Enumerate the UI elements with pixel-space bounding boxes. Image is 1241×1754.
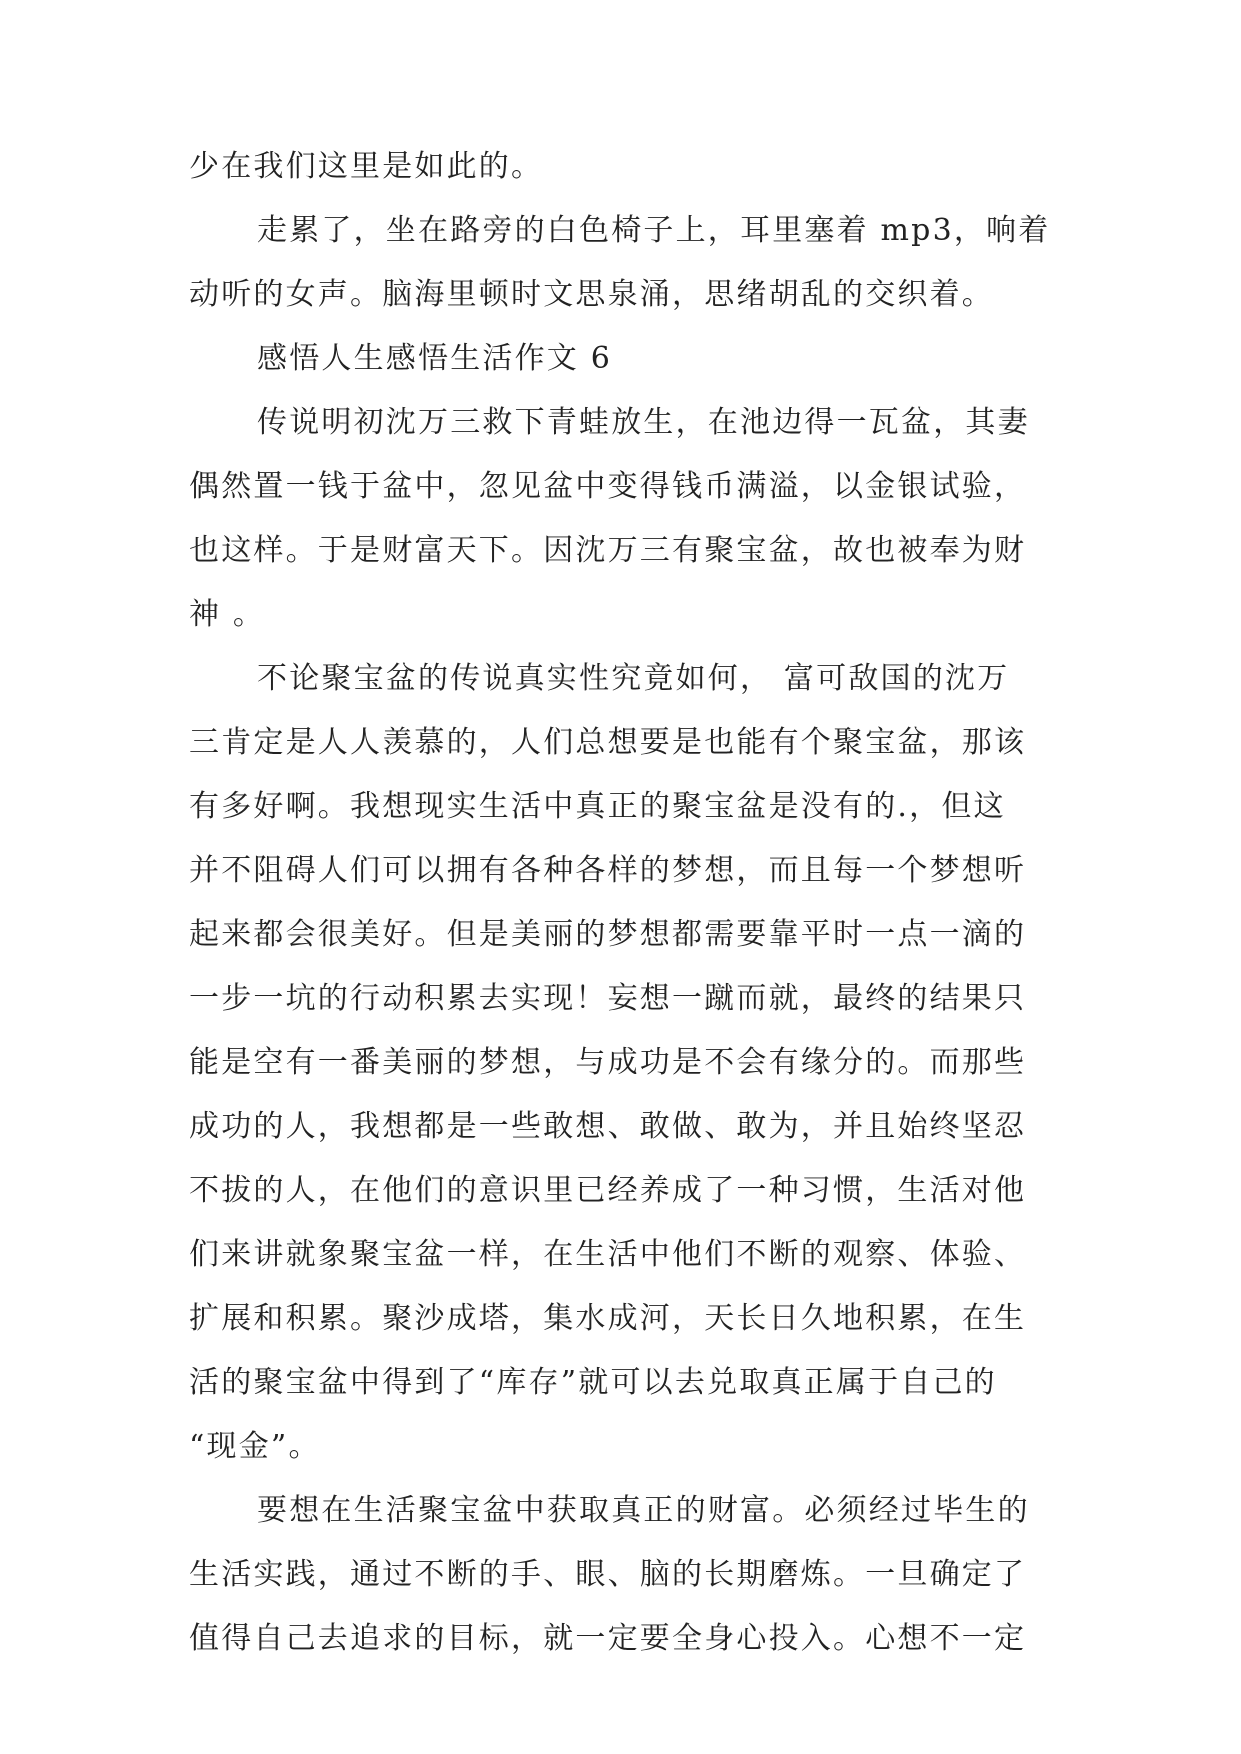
text-line: 不论聚宝盆的传说真实性究竟如何， 富可敌国的沈万 — [257, 661, 1010, 696]
text-line: 值得自己去追求的目标，就一定要全身心投入。心想不一定 — [189, 1621, 1027, 1656]
text-line: 传说明初沈万三救下青蛙放生，在池边得一瓦盆，其妻 — [257, 405, 1030, 440]
text-line: 少在我们这里是如此的。 — [189, 149, 544, 184]
text-line: 活的聚宝盆中得到了“库存”就可以去兑取真正属于自己的 — [189, 1365, 997, 1400]
text-line: 成功的人，我想都是一些敢想、敢做、敢为，并且始终坚忍 — [189, 1109, 1027, 1144]
text-line: “现金”。 — [189, 1429, 321, 1464]
text-line: 要想在生活聚宝盆中获取真正的财富。必须经过毕生的 — [257, 1493, 1030, 1528]
text-line: 们来讲就象聚宝盆一样，在生活中他们不断的观察、体验、 — [189, 1237, 1027, 1272]
text-line: 有多好啊。我想现实生活中真正的聚宝盆是没有的.，但这 — [189, 789, 1006, 824]
text-line: 走累了，坐在路旁的白色椅子上，耳里塞着 mp3，响着 — [257, 213, 1051, 248]
text-line: 不拔的人，在他们的意识里已经养成了一种习惯，生活对他 — [189, 1173, 1027, 1208]
text-line: 生活实践，通过不断的手、眼、脑的长期磨炼。一旦确定了 — [189, 1557, 1027, 1592]
document-body — [189, 135, 1069, 1671]
text-line: 扩展和积累。聚沙成塔，集水成河，天长日久地积累，在生 — [189, 1301, 1027, 1336]
text-line: 起来都会很美好。但是美丽的梦想都需要靠平时一点一滴的 — [189, 917, 1027, 952]
text-line: 神 。 — [189, 597, 266, 632]
text-line: 三肯定是人人羡慕的，人们总想要是也能有个聚宝盆，那该 — [189, 725, 1027, 760]
text-line: 也这样。于是财富天下。因沈万三有聚宝盆，故也被奉为财 — [189, 533, 1027, 568]
section-heading: 感悟人生感悟生活作文 6 — [257, 341, 613, 376]
text-line: 一步一坑的行动积累去实现！妄想一蹴而就，最终的结果只 — [189, 981, 1027, 1016]
text-line: 能是空有一番美丽的梦想，与成功是不会有缘分的。而那些 — [189, 1045, 1027, 1080]
text-line: 偶然置一钱于盆中，忽见盆中变得钱币满溢，以金银试验， — [189, 469, 1027, 504]
text-line: 动听的女声。脑海里顿时文思泉涌，思绪胡乱的交织着。 — [189, 277, 994, 312]
text-line: 并不阻碍人们可以拥有各种各样的梦想，而且每一个梦想听 — [189, 853, 1027, 888]
